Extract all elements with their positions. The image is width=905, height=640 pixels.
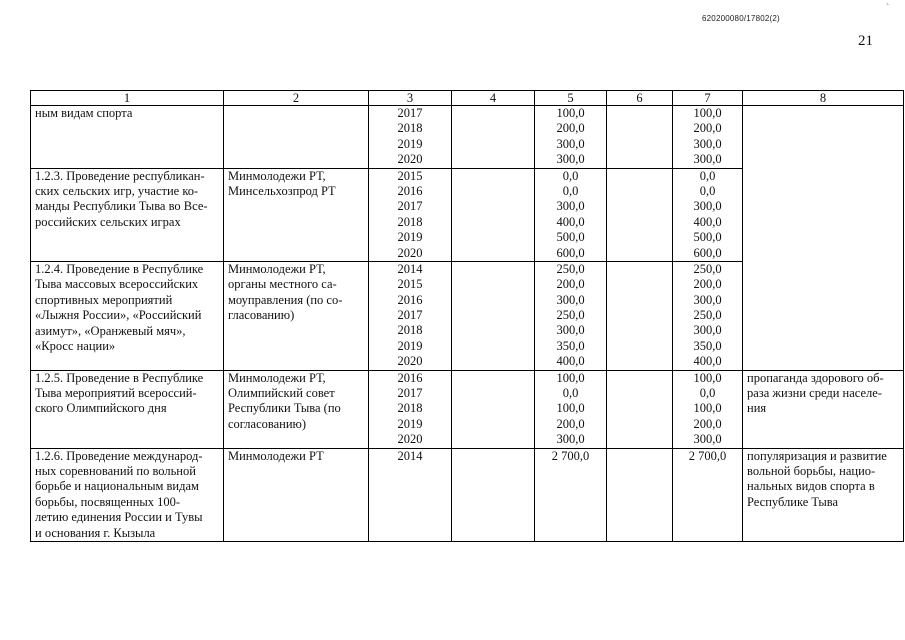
activity-cell-line: «Кросс нации» <box>35 338 116 353</box>
col4-cell <box>452 370 535 448</box>
amount-total-cell-value: 100,0 <box>693 401 722 416</box>
amount-total-cell-value: 0,0 <box>699 168 716 183</box>
amount-cell-value: 200,0 <box>556 416 585 431</box>
activity-cell <box>31 448 224 541</box>
amount-total-cell <box>673 168 743 261</box>
activity-cell-line: Тыва мероприятий всероссий- <box>35 386 197 401</box>
executor-cell-line: органы местного са- <box>228 277 337 292</box>
col4-cell <box>452 168 535 261</box>
amount-total-cell-value: 300,0 <box>693 152 722 167</box>
result-cell-line: популяризация и развитие <box>747 448 887 463</box>
column-header: 4 <box>452 91 535 106</box>
amount-cell-value: 100,0 <box>556 106 585 120</box>
amount-total-cell-value: 300,0 <box>693 432 722 447</box>
year-cell-value: 2016 <box>397 292 423 307</box>
executor-cell-line: Минсельхозпрод РТ <box>228 183 336 198</box>
year-cell-value: 2020 <box>397 432 423 447</box>
amount-cell-value: 200,0 <box>556 277 585 292</box>
executor-cell-line: Олимпийский совет <box>228 386 335 401</box>
amount-total-cell-value: 200,0 <box>693 416 722 431</box>
executor-cell-line: Минмолодежи РТ, <box>228 370 326 385</box>
year-cell-value: 2019 <box>397 416 423 431</box>
amount-cell-value: 300,0 <box>556 323 585 338</box>
year-cell-value: 2018 <box>397 323 423 338</box>
col6-cell <box>607 261 673 370</box>
amount-cell <box>535 106 607 169</box>
amount-total-cell <box>673 448 743 541</box>
year-cell-value: 2018 <box>397 214 423 229</box>
program-table <box>30 90 904 542</box>
year-cell-value: 2014 <box>397 261 423 276</box>
result-cell <box>743 370 904 448</box>
year-cell-value: 2020 <box>397 152 423 167</box>
activity-cell-line: спортивных мероприятий <box>35 292 173 307</box>
column-header: 3 <box>369 91 452 106</box>
amount-cell-value: 0,0 <box>562 168 579 183</box>
amount-cell-value: 300,0 <box>556 432 585 447</box>
activity-cell-line: 1.2.5. Проведение в Республике <box>35 370 204 385</box>
year-cell-value: 2016 <box>397 183 423 198</box>
result-cell-line: пропаганда здорового об- <box>747 370 884 385</box>
amount-cell-value: 250,0 <box>556 308 585 323</box>
result-cell-line: Республике Тыва <box>747 494 839 509</box>
amount-cell-value: 350,0 <box>556 338 585 353</box>
executor-cell-line: Минмолодежи РТ, <box>228 261 326 276</box>
activity-cell-line: ских сельских игр, участие ко- <box>35 183 199 198</box>
result-cell-line: ния <box>747 401 767 416</box>
activity-cell-line: 1.2.3. Проведение республикан- <box>35 168 205 183</box>
year-cell-value: 2015 <box>397 168 423 183</box>
amount-total-cell-value: 400,0 <box>693 354 722 369</box>
activity-cell <box>31 168 224 261</box>
year-cell <box>369 168 452 261</box>
executor-cell-line: Республики Тыва (по <box>228 401 341 416</box>
year-cell-value: 2019 <box>397 338 423 353</box>
table-row <box>31 448 904 541</box>
amount-total-cell-value: 0,0 <box>699 183 716 198</box>
executor-cell-line: гласованию) <box>228 308 295 323</box>
year-cell <box>369 370 452 448</box>
activity-cell-line: ского Олимпийского дня <box>35 401 167 416</box>
activity-cell <box>31 261 224 370</box>
activity-cell-line: российских сельских играх <box>35 214 181 229</box>
result-cell-line: вольной борьбы, нацио- <box>747 464 876 478</box>
amount-cell-value: 2 700,0 <box>551 448 590 463</box>
amount-cell-value: 300,0 <box>556 136 585 151</box>
amount-total-cell-value: 300,0 <box>693 323 722 338</box>
page-number: 21 <box>858 33 873 49</box>
year-cell-value: 2015 <box>397 277 423 292</box>
amount-cell-value: 0,0 <box>562 183 579 198</box>
amount-total-cell-value: 0,0 <box>699 386 716 401</box>
amount-cell-value: 400,0 <box>556 354 585 369</box>
amount-cell-value: 300,0 <box>556 152 585 167</box>
result-cell <box>743 106 904 371</box>
result-cell-line: нальных видов спорта в <box>747 479 875 494</box>
amount-total-cell-value: 500,0 <box>693 230 722 245</box>
amount-cell-value: 200,0 <box>556 121 585 136</box>
amount-cell-value: 300,0 <box>556 199 585 214</box>
year-cell-value: 2020 <box>397 245 423 260</box>
amount-cell-value: 100,0 <box>556 370 585 385</box>
activity-cell <box>31 370 224 448</box>
table-row <box>31 106 904 169</box>
executor-cell-line: согласованию) <box>228 416 307 431</box>
column-header: 7 <box>673 91 743 106</box>
result-cell-line: раза жизни среди населе- <box>747 386 882 401</box>
activity-cell-line: ным видам спорта <box>35 106 133 120</box>
amount-cell-value: 100,0 <box>556 401 585 416</box>
activity-cell-line: и основания г. Кызыла <box>35 525 156 540</box>
activity-cell-line: 1.2.4. Проведение в Республике <box>35 261 204 276</box>
executor-cell <box>224 106 369 169</box>
activity-cell-line: азимут», «Оранжевый мяч», <box>35 323 186 338</box>
executor-cell <box>224 261 369 370</box>
col6-cell <box>607 370 673 448</box>
column-header: 5 <box>535 91 607 106</box>
activity-cell <box>31 106 224 169</box>
amount-cell <box>535 370 607 448</box>
year-cell <box>369 448 452 541</box>
amount-cell <box>535 261 607 370</box>
activity-cell-line: «Лыжня России», «Российский <box>35 308 202 323</box>
executor-cell-line: Минмолодежи РТ, <box>228 168 326 183</box>
executor-cell <box>224 168 369 261</box>
col4-cell <box>452 261 535 370</box>
amount-total-cell-value: 300,0 <box>693 199 722 214</box>
amount-total-cell-value: 300,0 <box>693 292 722 307</box>
activity-cell-line: борьбе и национальным видам <box>35 479 199 494</box>
year-cell <box>369 261 452 370</box>
executor-cell-line: моуправления (по со- <box>228 292 343 307</box>
year-cell-value: 2018 <box>397 121 423 136</box>
result-cell <box>743 448 904 541</box>
col4-cell <box>452 106 535 169</box>
header-row <box>31 91 904 106</box>
year-cell-value: 2018 <box>397 401 423 416</box>
amount-total-cell-value: 250,0 <box>693 261 722 276</box>
activity-cell-line: борьбы, посвященных 100- <box>35 494 181 509</box>
amount-total-cell-value: 2 700,0 <box>688 448 727 463</box>
activity-cell-line: Тыва массовых всероссийских <box>35 277 199 292</box>
amount-cell-value: 0,0 <box>562 386 579 401</box>
amount-total-cell-value: 300,0 <box>693 136 722 151</box>
amount-total-cell-value: 250,0 <box>693 308 722 323</box>
year-cell <box>369 106 452 169</box>
year-cell-value: 2017 <box>397 106 423 120</box>
amount-total-cell-value: 200,0 <box>693 277 722 292</box>
column-header: 1 <box>31 91 224 106</box>
year-cell-value: 2020 <box>397 354 423 369</box>
amount-cell-value: 300,0 <box>556 292 585 307</box>
col6-cell <box>607 168 673 261</box>
amount-total-cell-value: 400,0 <box>693 214 722 229</box>
amount-total-cell-value: 100,0 <box>693 370 722 385</box>
amount-total-cell-value: 200,0 <box>693 121 722 136</box>
document-id: 620200080/17802(2) <box>702 14 780 23</box>
amount-total-cell-value: 100,0 <box>693 106 722 120</box>
col6-cell <box>607 106 673 169</box>
amount-cell <box>535 168 607 261</box>
executor-cell <box>224 448 369 541</box>
amount-total-cell-value: 350,0 <box>693 338 722 353</box>
amount-cell-value: 500,0 <box>556 230 585 245</box>
amount-cell-value: 400,0 <box>556 214 585 229</box>
amount-cell-value: 250,0 <box>556 261 585 276</box>
activity-cell-line: манды Республики Тыва во Все- <box>35 199 208 214</box>
activity-cell-line: летию единения России и Тувы <box>35 510 203 525</box>
amount-cell <box>535 448 607 541</box>
year-cell-value: 2014 <box>397 448 423 463</box>
col6-cell <box>607 448 673 541</box>
corner-mark: ` <box>886 3 890 14</box>
amount-total-cell <box>673 370 743 448</box>
table-row <box>31 370 904 448</box>
activity-cell-line: 1.2.6. Проведение международ- <box>35 448 203 463</box>
year-cell-value: 2017 <box>397 199 423 214</box>
executor-cell <box>224 370 369 448</box>
amount-total-cell <box>673 106 743 169</box>
amount-total-cell <box>673 261 743 370</box>
activity-cell-line: ных соревнований по вольной <box>35 464 196 478</box>
executor-cell-line: Минмолодежи РТ <box>228 448 324 463</box>
column-header: 8 <box>743 91 904 106</box>
year-cell-value: 2019 <box>397 136 423 151</box>
amount-cell-value: 600,0 <box>556 245 585 260</box>
column-header: 6 <box>607 91 673 106</box>
year-cell-value: 2019 <box>397 230 423 245</box>
year-cell-value: 2017 <box>397 308 423 323</box>
amount-total-cell-value: 600,0 <box>693 245 722 260</box>
year-cell-value: 2017 <box>397 386 423 401</box>
year-cell-value: 2016 <box>397 370 423 385</box>
col4-cell <box>452 448 535 541</box>
column-header: 2 <box>224 91 369 106</box>
